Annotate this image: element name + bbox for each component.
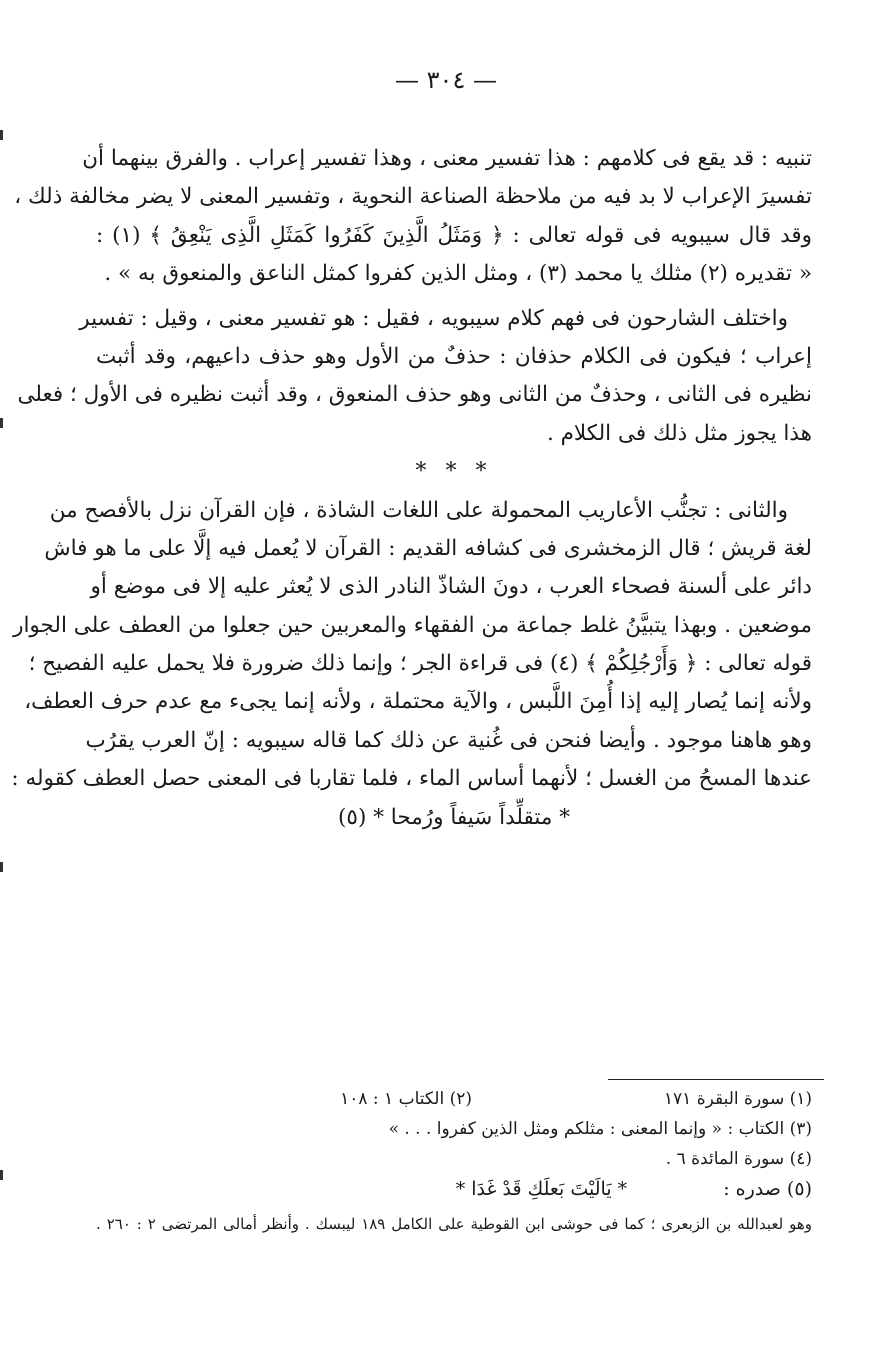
page-number: — ٣٠٤ —	[395, 66, 497, 94]
margin-mark	[0, 1170, 3, 1180]
footnote-1: (١) سورة البقرة ١٧١	[663, 1089, 812, 1109]
footnotes	[96, 1084, 812, 1244]
body-line: دائر على ألسنة فصحاء العرب ، دونَ الشاذّ النادر الذى لا يُعثر عليه إلا فى موضع أو	[90, 574, 812, 600]
body-text	[11, 140, 813, 837]
body-line: موضعين . وبهذا يتبيَّنُ غلط جماعة من الفقهاء والمعربين حين جعلوا من العطف على الجوار	[13, 612, 812, 638]
margin-mark	[0, 418, 3, 428]
body-line: لغة قريش ؛ قال الزمخشرى فى كشافه القديم : القرآن لا يُعمل فيه إلَّا على ما هو فاش	[44, 535, 812, 561]
body-line: قوله تعالى : ﴿ وَأَرْجُلِكُمْ ﴾ (٤) فى قراءة الجر ؛ وإنما ذلك ضرورة فلا يحمل عليه الفصيح ؛	[28, 651, 812, 677]
footnote-5-verse: * يَالَيْتَ بَعلَكِ قَدْ غَدَا *	[455, 1178, 628, 1200]
body-line: وقد قال سيبويه فى قوله تعالى : ﴿ وَمَثَلُ الَّذِينَ كَفَرُوا كَمَثَلِ الَّذِى يَنْعِقُ ﴾ (١) :	[96, 222, 813, 248]
body-line: واختلف الشارحون فى فهم كلام سيبويه ، فقيل : هو تفسير معنى ، وقيل : تفسير	[79, 305, 788, 331]
footnote-separator	[608, 1079, 824, 1080]
footnote-5	[96, 1174, 812, 1204]
body-line: نظيره فى الثانى ، وحذفٌ من الثانى وهو حذف المنعوق ، وقد أثبت نظيره فى الأول ؛ فعلى	[17, 382, 812, 408]
footnote-5-source: وهو لعبدالله بن الزبعرى ؛ كما فى حوشى ابن القوطية على الكامل ١٨٩ ليبسك . وأنظر أمالى المرتضى ٢ : ٢٦٠ .	[96, 1215, 812, 1233]
body-line: تنبيه : قد يقع فى كلامهم : هذا تفسير معنى ، وهذا تفسير إعراب . والفرق بينهما أن	[82, 146, 812, 171]
body-line: « تقديره (٢) مثلك يا محمد (٣) ، ومثل الذين كفروا كمثل الناعق والمنعوق به » .	[104, 261, 812, 287]
body-line: هذا يجوز مثل ذلك فى الكلام .	[546, 420, 812, 446]
margin-mark	[0, 862, 3, 872]
body-line: والثانى : تجنُّب الأعاريب المحمولة على اللغات الشاذة ، فإن القرآن نزل بالأفصح من	[49, 497, 788, 523]
footnote-4: (٤) سورة المائدة ٦ .	[665, 1149, 812, 1169]
body-line: عندها المسحُ من الغسل ؛ لأنهما أساس الماء ، فلما تقاربا فى المعنى حصل العطف كقوله :	[11, 766, 812, 792]
footnote-3: (٣) الكتاب : « وإنما المعنى : مثلكم ومثل الذين كفروا . . . »	[388, 1119, 812, 1139]
footnote-2: (٢) الكتاب ١ : ١٠٨	[340, 1089, 472, 1109]
footnote-row	[96, 1084, 812, 1114]
body-line: تفسيرَ الإعراب لا بد فيه من ملاحظة الصناعة النحوية ، وتفسير المعنى لا يضر مخالفة ذلك ،	[14, 184, 812, 210]
footnote-5-label: (٥) صدره :	[723, 1178, 812, 1200]
body-line: إعراب ؛ فيكون فى الكلام حذفان : حذفٌ من الأول وهو حذف داعيهم، وقد أثبت	[96, 343, 812, 369]
poetry-verse: * متقلِّداً سَيفاً ورُمحا * (٥)	[338, 804, 570, 830]
body-line: وهو هاهنا موجود . وأيضا فنحن فى غُنية عن ذلك كما قاله سيبويه : إنّ العرب يقرُب	[85, 727, 812, 753]
section-divider: * * *	[415, 459, 493, 485]
body-line: ولأنه إنما يُصار إليه إذا أُمِنَ اللَّبس ، والآية محتملة ، ولأنه إنما يجىء مع عدم حرف العطف،	[24, 689, 812, 715]
margin-mark	[0, 130, 3, 140]
